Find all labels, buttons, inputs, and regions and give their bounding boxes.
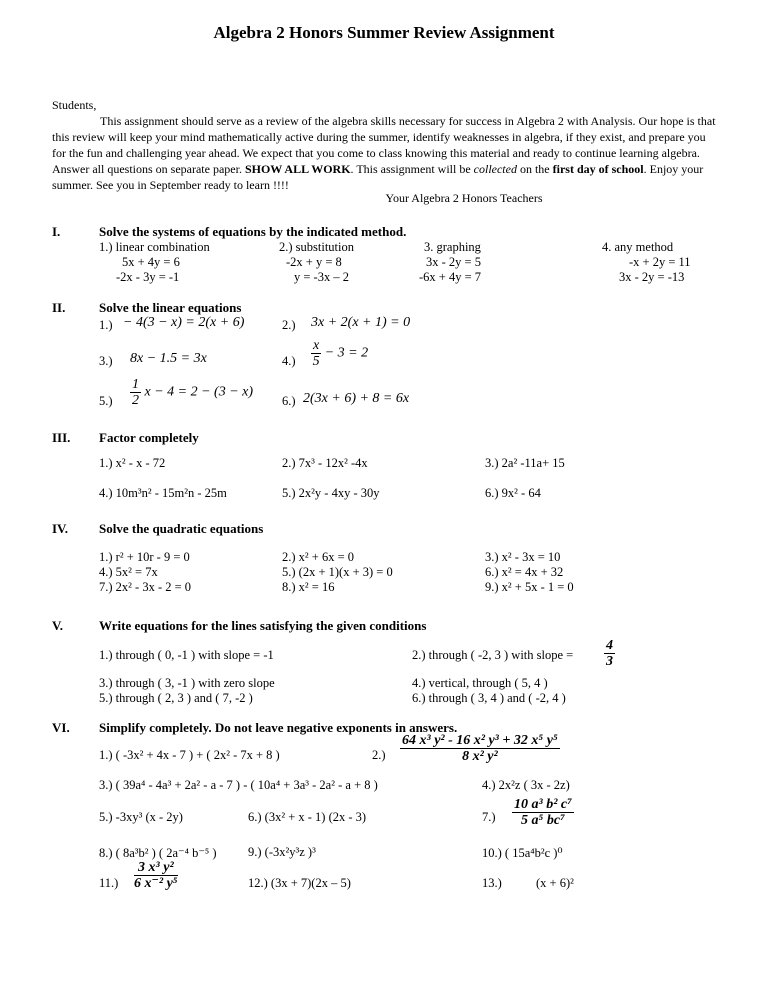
problem-number: 13.): [482, 876, 502, 890]
slope-fraction: $\frac{4}{3}$: [606, 638, 613, 669]
greeting: Students,: [52, 98, 97, 112]
section-number: VI.: [52, 720, 70, 735]
problem-number: 2.): [372, 748, 386, 762]
problem: 8.) ( 8a³b² ) ( 2a⁻⁴ b⁻⁵ ): [99, 846, 217, 860]
page-title: Algebra 2 Honors Summer Review Assignment: [213, 23, 555, 42]
section-number: I.: [52, 224, 61, 239]
fraction-expression: $\frac{\text{64 x³ y² - 16 x² y³ + 32 x⁵ y⁵}}{\text{8 x² y²}}$: [402, 733, 558, 764]
intro-paragraph: This assignment should serve as a review of the algebra skills necessary for success in Algebra 2 with Analysis. Our hope is that this review will keep your mind mathematically active during the summer, identify weaknesses in algebra, if they exist, and prepare you for the fun and challenging year ahead. We expect that you come to class knowing this material and ready to continue learning algebra. Answer all questions on separate paper. SHOW ALL WORK. This assignment will be collected on the first day of school. Enjoy your summer. See you in September ready to learn !!!!: [52, 114, 716, 192]
problem-number: 1.): [99, 318, 113, 332]
section-heading: Write equations for the lines satisfying the given conditions: [99, 618, 427, 633]
equation: 3x + 2(x + 1) = 0: [311, 315, 411, 330]
equation: 3x - 2y = 5: [426, 255, 481, 269]
problem-column: 3.) x² - 3x = 10 6.) x² = 4x + 32 9.) x² + 5x - 1 = 0: [485, 550, 574, 594]
problem: 3.) through ( 3, -1 ) with zero slope: [99, 676, 275, 690]
equation: -2x + y = 8: [286, 255, 342, 269]
problem-number: 6.): [282, 394, 296, 408]
section-heading: Simplify completely. Do not leave negative exponents in answers.: [99, 720, 458, 735]
method-label: 4. any method: [602, 240, 674, 254]
equation: 8x − 1.5 = 3x: [130, 351, 207, 366]
equation: $\frac{1}{2}$ x − 4 = 2 − (3 − x): [132, 377, 254, 408]
problem-number: 3.): [99, 354, 113, 368]
problem: 1.) x² - x - 72: [99, 456, 166, 470]
equation: − 4(3 − x) = 2(x + 6): [123, 315, 245, 330]
equation: 3x - 2y = -13: [619, 270, 685, 284]
problem: 3.) 2a² -11a+ 15: [485, 456, 565, 470]
problem: 12.) (3x + 7)(2x – 5): [248, 876, 351, 890]
equation: -x + 2y = 11: [629, 255, 691, 269]
problem: 9.) (-3x²y³z )³: [248, 845, 316, 859]
problem-number: 4.): [282, 354, 296, 368]
fraction-expression: $\frac{\text{3 x³ y²}}{\text{6 x⁻² y⁵}}$: [134, 860, 178, 891]
problem-number: 2.): [282, 318, 296, 332]
problem: 1.) ( -3x² + 4x - 7 ) + ( 2x² - 7x + 8 ): [99, 748, 280, 762]
equation: -6x + 4y = 7: [419, 270, 482, 284]
problem: 5.) through ( 2, 3 ) and ( 7, -2 ): [99, 691, 253, 705]
problem: 5.) -3xy³ (x - 2y): [99, 810, 183, 824]
signature: Your Algebra 2 Honors Teachers: [385, 191, 543, 205]
problem: 4.) 2x²z ( 3x - 2z): [482, 778, 570, 792]
problem-number: 11.): [99, 876, 119, 890]
problem-number: 5.): [99, 394, 113, 408]
section-number: IV.: [52, 521, 69, 536]
section-heading: Solve the quadratic equations: [99, 521, 264, 536]
problem: 1.) through ( 0, -1 ) with slope = -1: [99, 648, 274, 662]
method-label: 3. graphing: [424, 240, 481, 254]
equation: -2x - 3y = -1: [116, 270, 180, 284]
equation: y = -3x – 2: [294, 270, 349, 284]
fraction-expression: $\frac{\text{10 a³ b² c⁷}}{\text{5 a⁵ bc⁷}}$: [514, 797, 572, 828]
section-heading: Solve the linear equations: [99, 300, 242, 315]
section-number: V.: [52, 618, 63, 633]
problem: (x + 6)²: [536, 876, 574, 890]
section-number: III.: [52, 430, 71, 445]
problem-number: 7.): [482, 810, 496, 824]
section-number: II.: [52, 300, 66, 315]
method-label: 1.) linear combination: [99, 240, 210, 254]
problem-column: 1.) r² + 10r - 9 = 0 4.) 5x² = 7x 7.) 2x² - 3x - 2 = 0: [99, 550, 192, 594]
problem: 5.) 2x²y - 4xy - 30y: [282, 486, 380, 500]
problem: 3.) ( 39a⁴ - 4a³ + 2a² - a - 7 ) - ( 10a⁴ + 3a³ - 2a² - a + 8 ): [99, 778, 378, 792]
problem: 6.) through ( 3, 4 ) and ( -2, 4 ): [412, 691, 566, 705]
problem: 6.) (3x² + x - 1) (2x - 3): [248, 810, 367, 824]
equation: $\frac{x}{5}$ − 3 = 2: [312, 338, 369, 369]
problem: 4.) 10m³n² - 15m²n - 25m: [99, 486, 227, 500]
section-heading: Factor completely: [99, 430, 199, 445]
problem: 2.) 7x³ - 12x² -4x: [282, 456, 368, 470]
problem-column: 2.) x² + 6x = 0 5.) (2x + 1)(x + 3) = 0 8.) x² = 16: [282, 550, 393, 594]
problem: 4.) vertical, through ( 5, 4 ): [412, 676, 548, 690]
problem: 10.) ( 15a⁴b²c )⁰: [482, 846, 563, 860]
problem: 6.) 9x² - 64: [485, 486, 541, 500]
section-heading: Solve the systems of equations by the indicated method.: [99, 224, 407, 239]
equation: 2(3x + 6) + 8 = 6x: [303, 391, 410, 406]
equation: 5x + 4y = 6: [122, 255, 180, 269]
method-label: 2.) substitution: [279, 240, 355, 254]
intro-text: [52, 97, 720, 193]
problem: 2.) through ( -2, 3 ) with slope =: [412, 648, 574, 662]
